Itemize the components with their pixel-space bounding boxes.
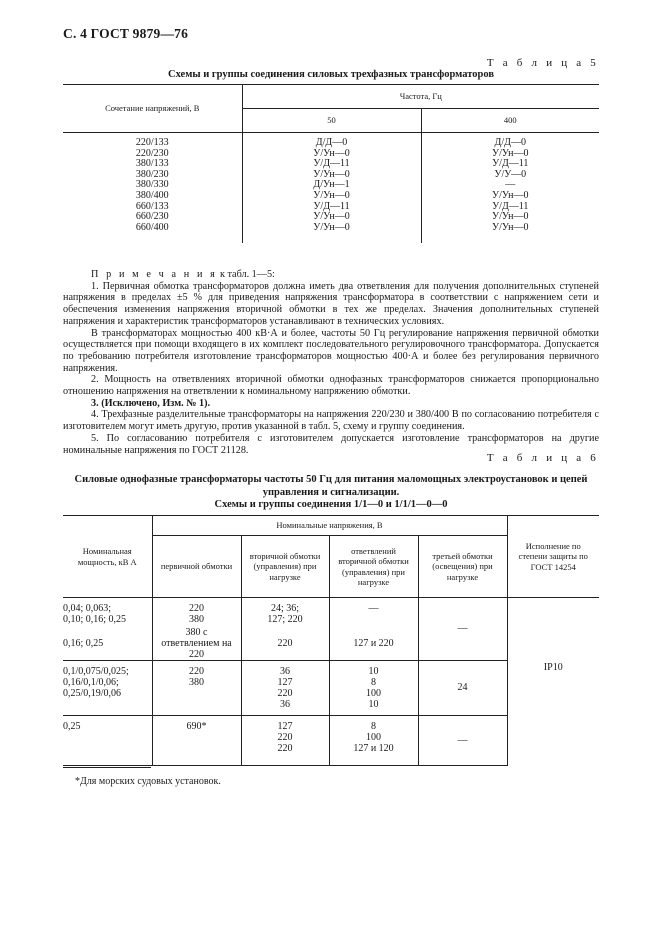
table6 <box>63 515 599 766</box>
table6-r1-taps: — <box>329 598 418 627</box>
table6-r3-taps: 10 8 100 10 <box>329 660 418 715</box>
table-cell: Д/Д—0 <box>494 137 526 148</box>
notes-heading-label: П р и м е ч а н и я <box>91 269 218 280</box>
note-1-cont: В трансформаторах мощностью 400 кВ·А и более, частоты 50 Гц регулирование напряжения первичной обмотки осуществляется при помощи входящего в их комплект последовательного регулировочного трансформатора. Допускается по требованию потребителя изготовление трансформаторов мощностью 400·А и более без регулирования первичного напряжения. <box>63 327 599 374</box>
table6-r3-primary: 220 380 <box>152 660 241 715</box>
table-cell: У/Ун—0 <box>313 221 350 233</box>
footnote-divider <box>63 767 151 768</box>
table5-label: Т а б л и ц а 5 <box>486 57 599 69</box>
table-cell: 380/230 <box>135 168 169 180</box>
table-cell: 220/133 <box>135 137 169 148</box>
table6-r4-secondary: 127 220 220 <box>241 715 329 765</box>
table-cell: У/Ун—0 <box>313 189 350 201</box>
table-cell: У/У—0 <box>494 168 527 180</box>
table5-freq400 <box>421 133 599 243</box>
table6-r4-taps: 8 100 127 и 120 <box>329 715 418 765</box>
note-1: 1. Первичная обмотка трансформаторов должна иметь два ответвления для получения дополнительных ступеней напряжения в пределах ±5 % для приведения напряжения трансформатора в соответствии с напряжением сети и обеспечения изменения напряжения вторичной обмотки в тех же пределах. Значения дополнительных ступеней напряжения и характеристик трансформаторов устанавливают в технических условиях. <box>63 280 599 327</box>
note-2: 2. Мощность на ответвлениях вторичной обмотки однофазных трансформаторов снижается пропорционально отношению напряжения на ответвлении к номинальному напряжению обмотки. <box>63 374 599 398</box>
table6-label: Т а б л и ц а 6 <box>486 452 599 464</box>
notes-heading <box>63 269 599 281</box>
table-cell: У/Ун—0 <box>492 221 529 233</box>
table6-protection: IP10 <box>543 662 563 673</box>
table5-header-400: 400 <box>421 109 599 133</box>
table5-title: Схемы и группы соединения силовых трехфазных трансформаторов <box>167 69 495 80</box>
table6-r1-power: 0,04; 0,063; 0,10; 0,16; 0,25 <box>63 598 152 627</box>
table5-header-combo: Сочетание напряжений, В <box>63 85 242 133</box>
table6-r2-taps: 127 и 220 <box>329 627 418 661</box>
notes-heading-ref: к табл. 1—5: <box>217 269 275 280</box>
table6-r12-third: — <box>418 598 507 661</box>
table-cell: У/Ун—0 <box>492 189 529 201</box>
table6-title <box>63 474 599 512</box>
table6-r4-third: — <box>418 715 507 765</box>
table-cell: 220/230 <box>135 147 169 159</box>
table-cell: 380/400 <box>135 189 169 201</box>
table-cell: У/Д—11 <box>492 158 529 170</box>
table-cell: 660/400 <box>135 221 169 233</box>
table5-header-freq: Частота, Гц <box>242 85 599 109</box>
note-5: 5. По согласованию потребителя с изготовителем допускается изготовление трансформаторов на другие номинальные напряжения по ГОСТ 21128. <box>63 432 599 456</box>
table-cell: У/Ун—0 <box>492 147 529 159</box>
table6-r4-primary: 690* <box>152 715 241 765</box>
table-cell: У/Ун—0 <box>492 211 529 223</box>
table-cell: — <box>505 179 516 191</box>
table6-header-protection: Исполнение по степени защиты по ГОСТ 14254 <box>507 516 599 598</box>
table-cell: 380/133 <box>135 158 169 170</box>
table5-header-50: 50 <box>242 109 421 133</box>
table6-r3-third: 24 <box>418 660 507 715</box>
table-cell: У/Д—11 <box>313 158 350 170</box>
table6-r1-secondary: 24; 36; 127; 220 <box>241 598 329 627</box>
table-cell: У/Д—11 <box>492 200 529 212</box>
table6-header-secondary: вторичной обмотки (управления) при нагрузке <box>241 536 329 598</box>
table-cell: 380/330 <box>135 179 169 191</box>
table-cell: 660/230 <box>135 211 169 223</box>
table6-r2-power: 0,16; 0,25 <box>63 627 152 661</box>
table-cell: У/Ун—0 <box>313 168 350 180</box>
table6-r4-power: 0,25 <box>63 715 152 765</box>
table6-r3-power: 0,1/0,075/0,025; 0,16/0,1/0,06; 0,25/0,19/0,06 <box>63 660 152 715</box>
table6-header-taps: ответвлений вторичной обмотки (управления) при нагрузке <box>329 536 418 598</box>
table6-r2-primary: 380 с ответвлением на 220 <box>152 627 241 661</box>
table-cell: У/Ун—0 <box>313 147 350 159</box>
table5-voltages <box>63 133 242 243</box>
table5-freq50 <box>242 133 421 243</box>
table6-header-primary: первичной обмотки <box>152 536 241 598</box>
table5 <box>63 84 599 243</box>
table-cell: Д/Ун—1 <box>313 179 350 191</box>
footnote: *Для морских судовых установок. <box>75 776 221 787</box>
table6-header-power: Номинальная мощность, кВ А <box>63 516 152 598</box>
note-3: 3. (Исключено, Изм. № 1). <box>91 397 211 409</box>
table-cell: 660/133 <box>135 200 169 212</box>
notes-section <box>63 269 599 456</box>
table6-r1-primary: 220 380 <box>152 598 241 627</box>
table6-r2-secondary: 220 <box>241 627 329 661</box>
page-header: С. 4 ГОСТ 9879—76 <box>63 26 189 41</box>
table6-header-nominal: Номинальные напряжения, В <box>152 516 507 536</box>
table6-r3-secondary: 36 127 220 36 <box>241 660 329 715</box>
table6-title-line2: Схемы и группы соединения 1/1—0 и 1/1/1—0—0 <box>214 499 448 510</box>
note-4: 4. Трехфазные разделительные трансформаторы на напряжения 220/230 и 380/400 В по согласованию потребителя с изготовителем могут иметь другую, против указанной в табл. 5, схему и группу соединения. <box>63 409 599 433</box>
table6-title-line1: Силовые однофазные трансформаторы частоты 50 Гц для питания маломощных электроустановок и цепей управления и сигнализации. <box>74 474 588 498</box>
table-cell: У/Ун—0 <box>313 211 350 223</box>
table-cell: У/Д—11 <box>313 200 350 212</box>
table6-header-third: третьей обмотки (освещения) при нагрузке <box>418 536 507 598</box>
table-cell: Д/Д—0 <box>315 137 348 148</box>
